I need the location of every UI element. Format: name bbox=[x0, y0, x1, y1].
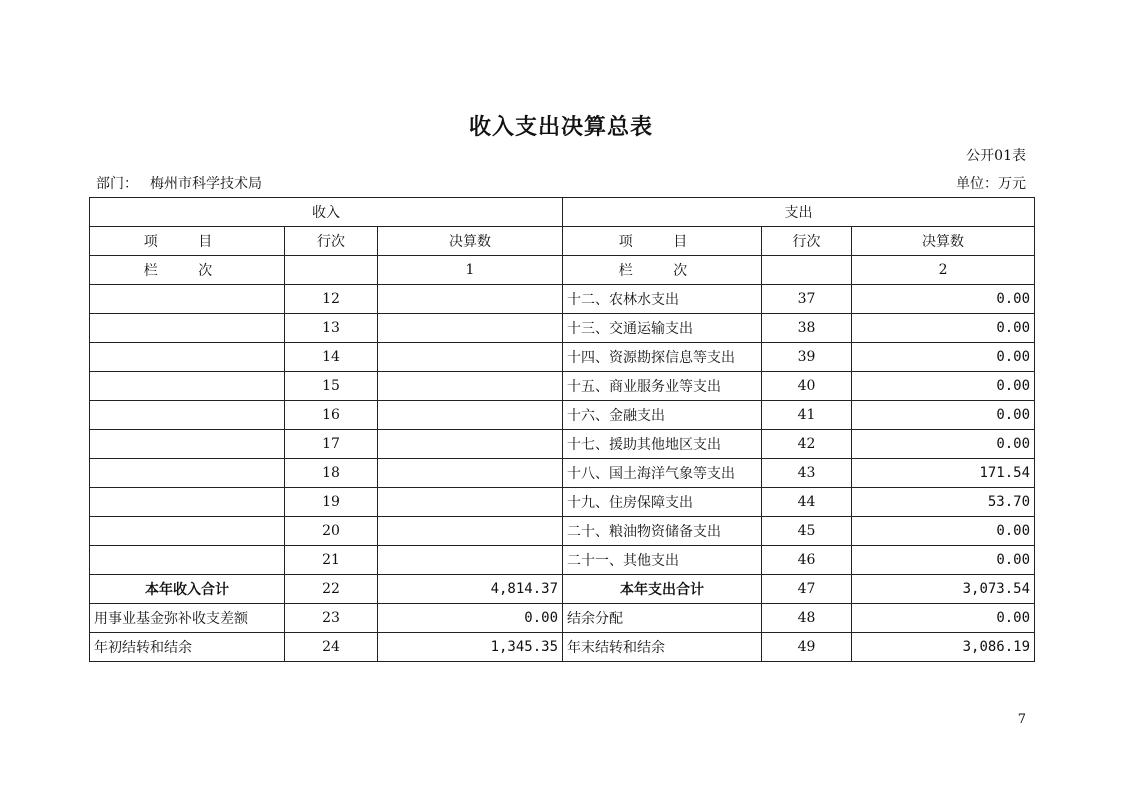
expense-row-number: 45 bbox=[762, 517, 852, 546]
income-row-number: 13 bbox=[285, 314, 378, 343]
table-row bbox=[90, 401, 1035, 430]
table-row bbox=[90, 343, 1035, 372]
income-amount bbox=[378, 401, 563, 430]
expense-amount: 0.00 bbox=[852, 285, 1035, 314]
expense-amount: 3,073.54 bbox=[852, 575, 1035, 604]
expense-amount: 3,086.19 bbox=[852, 633, 1035, 662]
income-item-name bbox=[90, 459, 285, 488]
income-row-number: 17 bbox=[285, 430, 378, 459]
expense-amount: 0.00 bbox=[852, 430, 1035, 459]
income-amount: 1,345.35 bbox=[378, 633, 563, 662]
expense-amount: 0.00 bbox=[852, 517, 1035, 546]
table-row bbox=[90, 488, 1035, 517]
income-row-number: 18 bbox=[285, 459, 378, 488]
page-number: 7 bbox=[1017, 712, 1026, 727]
income-row-number: 19 bbox=[285, 488, 378, 517]
expense-row-number: 49 bbox=[762, 633, 852, 662]
table-row bbox=[90, 372, 1035, 401]
income-item-name bbox=[90, 546, 285, 575]
table-row bbox=[90, 517, 1035, 546]
table-row bbox=[90, 604, 1035, 633]
expense-row-number: 47 bbox=[762, 575, 852, 604]
expense-row-number: 46 bbox=[762, 546, 852, 575]
expense-item-name: 十三、交通运输支出 bbox=[563, 314, 762, 343]
expense-item-name: 十七、援助其他地区支出 bbox=[563, 430, 762, 459]
header-row-lanci bbox=[90, 256, 1035, 285]
expense-item-name: 结余分配 bbox=[563, 604, 762, 633]
income-amount-header: 决算数 bbox=[378, 227, 563, 256]
budget-summary-table bbox=[89, 197, 1035, 662]
income-item-name bbox=[90, 401, 285, 430]
income-row-number: 12 bbox=[285, 285, 378, 314]
expense-item-name: 年末结转和结余 bbox=[563, 633, 762, 662]
expense-amount: 0.00 bbox=[852, 401, 1035, 430]
income-item-name bbox=[90, 372, 285, 401]
income-amount bbox=[378, 314, 563, 343]
expense-amount: 0.00 bbox=[852, 372, 1035, 401]
header-row-sections bbox=[90, 198, 1035, 227]
expense-row-number: 37 bbox=[762, 285, 852, 314]
income-item-name bbox=[90, 488, 285, 517]
page-title: 收入支出决算总表 bbox=[468, 114, 653, 140]
table-row bbox=[90, 285, 1035, 314]
expense-item-name: 二十一、其他支出 bbox=[563, 546, 762, 575]
expense-row-number: 42 bbox=[762, 430, 852, 459]
expense-item-name: 十二、农林水支出 bbox=[563, 285, 762, 314]
income-lanci-rowno bbox=[285, 256, 378, 285]
income-item-header: 项 目 bbox=[90, 227, 285, 256]
expense-amount: 0.00 bbox=[852, 343, 1035, 372]
expense-item-name: 十五、商业服务业等支出 bbox=[563, 372, 762, 401]
expense-row-number: 38 bbox=[762, 314, 852, 343]
expense-amount: 0.00 bbox=[852, 604, 1035, 633]
totals-row bbox=[90, 575, 1035, 604]
income-item-name: 用事业基金弥补收支差额 bbox=[90, 604, 285, 633]
income-row-number: 14 bbox=[285, 343, 378, 372]
department-line bbox=[96, 173, 262, 193]
expense-lanci-col: 2 bbox=[852, 256, 1035, 285]
income-amount bbox=[378, 546, 563, 575]
income-amount: 4,814.37 bbox=[378, 575, 563, 604]
expense-amount: 0.00 bbox=[852, 546, 1035, 575]
income-item-name: 年初结转和结余 bbox=[90, 633, 285, 662]
income-item-name bbox=[90, 343, 285, 372]
income-item-name bbox=[90, 285, 285, 314]
income-row-number: 23 bbox=[285, 604, 378, 633]
expense-header: 支出 bbox=[563, 198, 1035, 227]
department-value: 梅州市科学技术局 bbox=[150, 176, 262, 192]
income-lanci-col: 1 bbox=[378, 256, 563, 285]
expense-item-name: 十八、国土海洋气象等支出 bbox=[563, 459, 762, 488]
expense-rowno-header: 行次 bbox=[762, 227, 852, 256]
expense-item-name: 本年支出合计 bbox=[563, 575, 762, 604]
income-amount bbox=[378, 343, 563, 372]
income-rowno-header: 行次 bbox=[285, 227, 378, 256]
income-row-number: 24 bbox=[285, 633, 378, 662]
income-row-number: 16 bbox=[285, 401, 378, 430]
income-amount bbox=[378, 372, 563, 401]
income-amount bbox=[378, 488, 563, 517]
table-row bbox=[90, 430, 1035, 459]
expense-amount: 0.00 bbox=[852, 314, 1035, 343]
expense-row-number: 40 bbox=[762, 372, 852, 401]
department-label: 部门： bbox=[96, 176, 138, 192]
expense-item-name: 十四、资源勘探信息等支出 bbox=[563, 343, 762, 372]
table-row bbox=[90, 633, 1035, 662]
expense-row-number: 48 bbox=[762, 604, 852, 633]
expense-row-number: 41 bbox=[762, 401, 852, 430]
expense-item-name: 二十、粮油物资储备支出 bbox=[563, 517, 762, 546]
expense-lanci-label: 栏 次 bbox=[563, 256, 762, 285]
expense-row-number: 44 bbox=[762, 488, 852, 517]
form-number: 公开01表 bbox=[966, 148, 1026, 164]
expense-lanci-rowno bbox=[762, 256, 852, 285]
expense-item-header: 项 目 bbox=[563, 227, 762, 256]
table-row bbox=[90, 314, 1035, 343]
unit-label: 单位：万元 bbox=[956, 176, 1026, 192]
income-item-name: 本年收入合计 bbox=[90, 575, 285, 604]
income-amount bbox=[378, 459, 563, 488]
income-lanci-label: 栏 次 bbox=[90, 256, 285, 285]
expense-row-number: 43 bbox=[762, 459, 852, 488]
expense-amount: 53.70 bbox=[852, 488, 1035, 517]
income-amount bbox=[378, 285, 563, 314]
income-row-number: 21 bbox=[285, 546, 378, 575]
expense-amount-header: 决算数 bbox=[852, 227, 1035, 256]
expense-item-name: 十六、金融支出 bbox=[563, 401, 762, 430]
table-row bbox=[90, 459, 1035, 488]
income-row-number: 22 bbox=[285, 575, 378, 604]
table-row bbox=[90, 546, 1035, 575]
income-item-name bbox=[90, 517, 285, 546]
expense-amount: 171.54 bbox=[852, 459, 1035, 488]
income-item-name bbox=[90, 314, 285, 343]
income-amount bbox=[378, 430, 563, 459]
expense-item-name: 十九、住房保障支出 bbox=[563, 488, 762, 517]
header-row-columns bbox=[90, 227, 1035, 256]
income-item-name bbox=[90, 430, 285, 459]
income-row-number: 20 bbox=[285, 517, 378, 546]
income-row-number: 15 bbox=[285, 372, 378, 401]
income-amount: 0.00 bbox=[378, 604, 563, 633]
expense-row-number: 39 bbox=[762, 343, 852, 372]
income-header: 收入 bbox=[90, 198, 563, 227]
income-amount bbox=[378, 517, 563, 546]
